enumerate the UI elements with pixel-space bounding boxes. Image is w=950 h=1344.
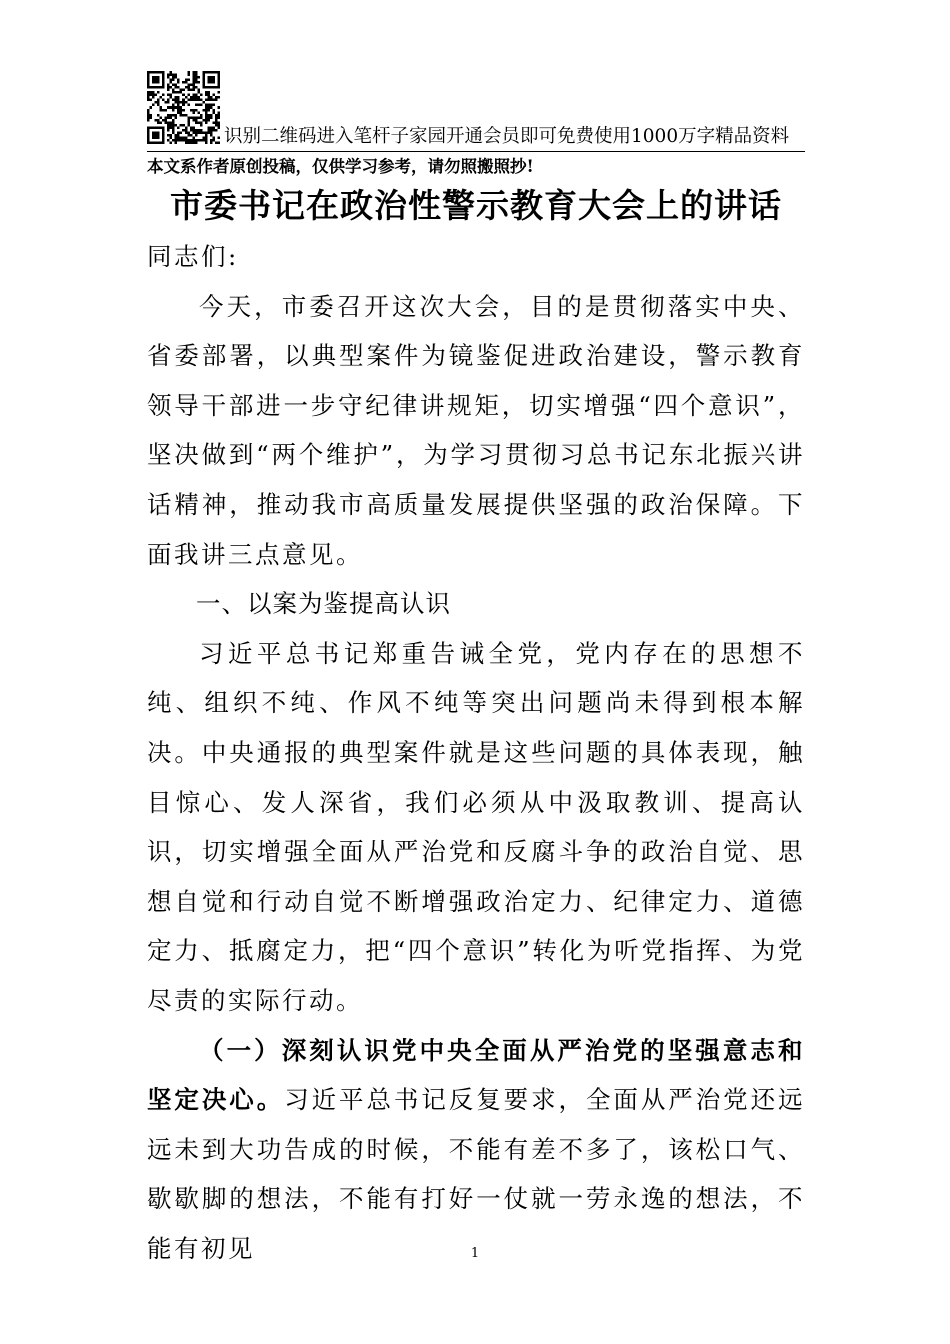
header-promo-note: 识别二维码进入笔杆子家园开通会员即可免费使用1000万字精品资料 <box>224 126 790 147</box>
subsection-lead: （一）深刻认识党中央全面从严治党的坚强意志和坚定决心。 <box>147 1035 805 1115</box>
copyright-disclaimer: 本文系作者原创投稿，仅供学习参考，请勿照搬照抄! <box>147 157 534 176</box>
subsection-text: 习近平总书记反复要求，全面从严治党还远远未到大功告成的时候，不能有差不多了，该松口气、歇歇脚的想法，不能有打好一仗就一劳永逸的想法，不能有初见 <box>147 1085 806 1263</box>
salutation: 同志们: <box>147 242 239 271</box>
document-body <box>147 232 805 1273</box>
section-heading: 一、以案为鉴提高认识 <box>196 589 451 619</box>
document-title: 市委书记在政治性警示教育大会上的讲话 <box>170 186 782 225</box>
subsection-paragraph <box>147 1026 805 1274</box>
intro-paragraph: 今天，市委召开这次大会，目的是贯彻落实中央、省委部署，以典型案件为镜鉴促进政治建设，警示教育领导干部进一步守纪律讲规矩，切实增强“四个意识”，坚决做到“两个维护”，为学习贯彻习总书记东北振兴讲话精神，推动我市高质量发展提供坚强的政治保障。下面我讲三点意见。 <box>147 291 805 569</box>
section-paragraph: 习近平总书记郑重告诫全党，党内存在的思想不纯、组织不纯、作风不纯等突出问题尚未得到根本解决。中央通报的典型案件就是这些问题的具体表现，触目惊心、发人深省，我们必须从中汲取教训、提高认识，切实增强全面从严治党和反腐斗争的政治自觉、思想自觉和行动自觉不断增强政治定力、纪律定力、道德定力、抵腐定力，把“四个意识”转化为听党指挥、为党尽责的实际行动。 <box>147 638 805 1015</box>
page-number: 1 <box>470 1246 480 1261</box>
header-divider <box>147 151 805 152</box>
qr-code-icon[interactable] <box>147 71 220 144</box>
